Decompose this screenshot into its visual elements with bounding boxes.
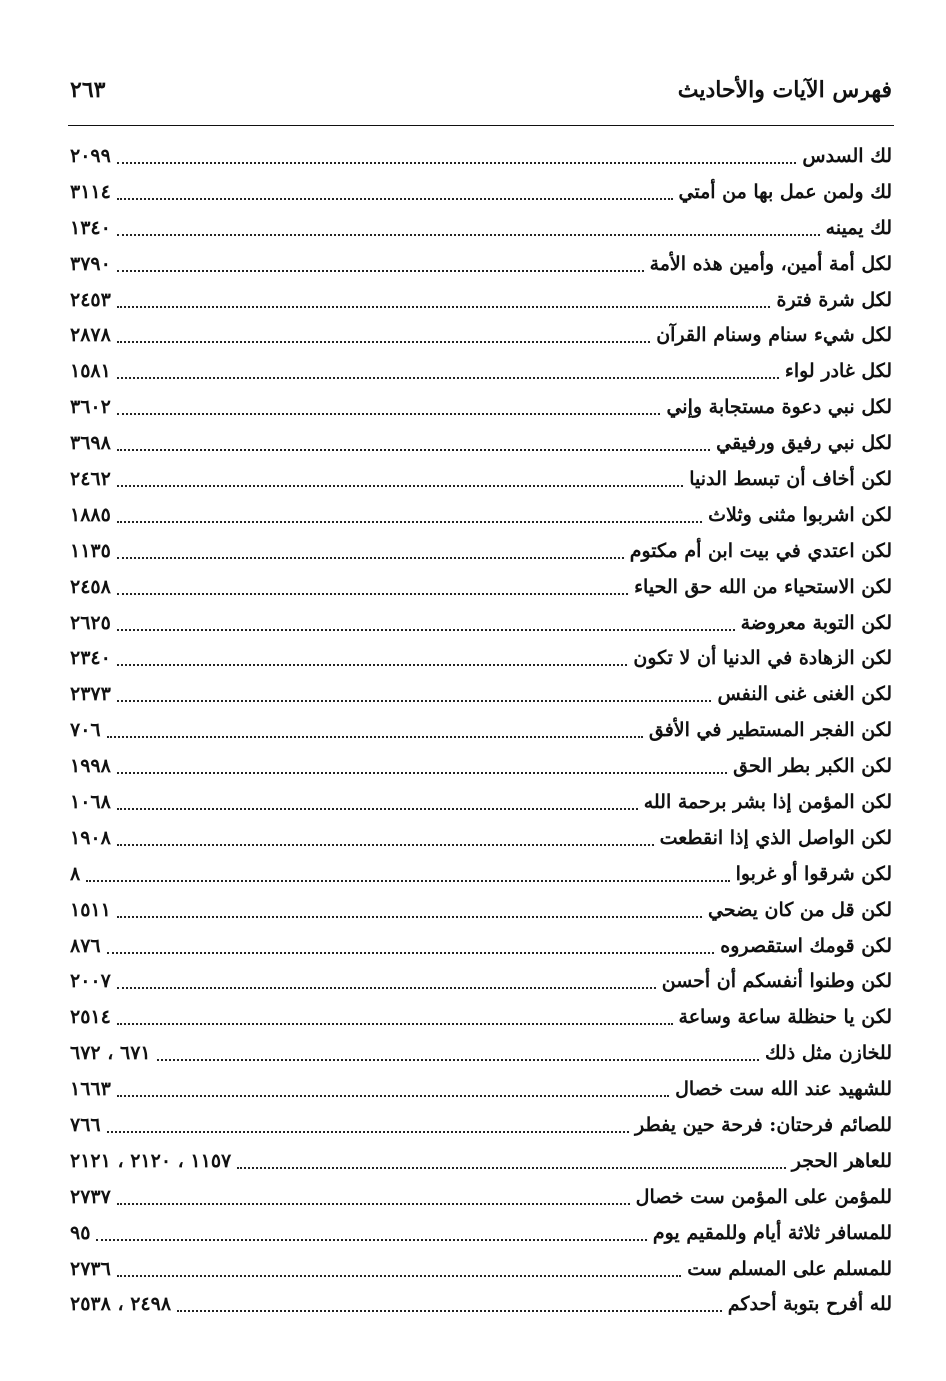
- index-entry: [70, 425, 892, 461]
- index-list: [70, 138, 892, 1322]
- entry-text: للمسافر ثلاثة أيام وللمقيم يوم: [652, 1221, 892, 1244]
- index-entry: [70, 1035, 892, 1071]
- entry-reference-number: ١٨٨٥: [70, 503, 111, 526]
- dot-leader: [117, 1077, 669, 1097]
- entry-text: لكن اعتدي في بيت ابن أم مكتوم: [629, 539, 892, 562]
- dot-leader: [107, 718, 643, 738]
- index-entry: [70, 928, 892, 964]
- page-header: [70, 68, 892, 112]
- entry-reference-number: ٣١١٤: [70, 180, 111, 203]
- dot-leader: [117, 1005, 673, 1025]
- entry-reference-number: ٢٤٦٢: [70, 467, 111, 490]
- entry-reference-number: ١٩٩٨: [70, 755, 111, 778]
- dot-leader: [237, 1149, 786, 1169]
- entry-text: للعاهر الحجر: [791, 1149, 892, 1172]
- index-entry: [70, 461, 892, 497]
- index-entry: [70, 1179, 892, 1215]
- entry-reference-number: ٩٥: [70, 1221, 91, 1244]
- dot-leader: [117, 323, 650, 343]
- dot-leader: [117, 144, 797, 164]
- entry-text: لكن الزهادة في الدنيا أن لا تكون: [633, 647, 892, 670]
- entry-text: للخازن مثل ذلك: [764, 1042, 892, 1065]
- dot-leader: [177, 1292, 722, 1312]
- dot-leader: [96, 1221, 646, 1241]
- entry-text: لكل شيء سنام وسنام القرآن: [656, 324, 892, 347]
- entry-reference-number: ٢٨٧٨: [70, 324, 111, 347]
- entry-reference-number: ٣٧٩٠: [70, 252, 111, 275]
- dot-leader: [117, 431, 710, 451]
- dot-leader: [107, 934, 715, 954]
- index-entry: [70, 569, 892, 605]
- index-entry: [70, 174, 892, 210]
- entry-reference-number: ٣٦٩٨: [70, 432, 111, 455]
- index-entry: [70, 1143, 892, 1179]
- entry-text: لكن المؤمن إذا بشر برحمة الله: [643, 790, 892, 813]
- entry-reference-number: ٢٣٤٠: [70, 647, 111, 670]
- entry-text: لكن أخاف أن تبسط الدنيا: [689, 467, 892, 490]
- entry-reference-number: ١١٥٧ ، ٢١٢٠ ، ٢١٢١: [70, 1149, 232, 1172]
- index-entry: [70, 999, 892, 1035]
- entry-reference-number: ٢٤٩٨ ، ٢٥٣٨: [70, 1293, 172, 1316]
- entry-reference-number: ١٥١١: [70, 898, 111, 921]
- entry-reference-number: ١٠٦٨: [70, 790, 111, 813]
- entry-reference-number: ٢٠٠٧: [70, 970, 111, 993]
- entry-text: لكن الغنى غنى النفس: [717, 683, 892, 706]
- dot-leader: [117, 216, 820, 236]
- entry-text: للصائم فرحتان: فرحة حين يفطر: [635, 1113, 892, 1136]
- dot-leader: [117, 252, 644, 272]
- page-title: فهرس الآيات والأحاديث: [677, 77, 892, 103]
- entry-text: للشهيد عند الله ست خصال: [675, 1078, 892, 1101]
- entry-reference-number: ٨٧٦: [70, 934, 101, 957]
- entry-text: لكل غادر لواء: [784, 360, 892, 383]
- entry-reference-number: ٨: [70, 862, 81, 885]
- header-divider: [68, 125, 894, 126]
- entry-reference-number: ١١٣٥: [70, 539, 111, 562]
- entry-reference-number: ٣٦٠٢: [70, 396, 111, 419]
- entry-text: لكل نبي رفيق ورفيقي: [716, 432, 892, 455]
- entry-text: لكن قومك استقصروه: [720, 934, 892, 957]
- dot-leader: [117, 539, 624, 559]
- entry-reference-number: ٢٥١٤: [70, 1006, 111, 1029]
- index-entry: [70, 1071, 892, 1107]
- entry-text: لكن التوبة معروضة: [740, 611, 892, 634]
- dot-leader: [117, 180, 673, 200]
- entry-text: لك ولمن عمل بها من أمتي: [678, 180, 892, 203]
- index-entry: [70, 712, 892, 748]
- dot-leader: [117, 790, 638, 810]
- entry-text: لله أفرح بتوبة أحدكم: [727, 1293, 892, 1316]
- entry-text: لك السدس: [802, 144, 892, 167]
- entry-text: للمؤمن على المؤمن ست خصال: [635, 1185, 892, 1208]
- index-entry: [70, 605, 892, 641]
- entry-reference-number: ٢٤٥٣: [70, 288, 111, 311]
- entry-text: لكن وطنوا أنفسكم أن أحسن: [661, 970, 892, 993]
- index-entry: [70, 353, 892, 389]
- entry-text: لك يمينه: [825, 216, 892, 239]
- index-entry: [70, 640, 892, 676]
- entry-text: لكل أمة أمين، وأمين هذه الأمة: [649, 252, 892, 275]
- dot-leader: [117, 395, 661, 415]
- dot-leader: [117, 646, 628, 666]
- dot-leader: [117, 503, 702, 523]
- index-entry: [70, 138, 892, 174]
- index-entry: [70, 317, 892, 353]
- entry-reference-number: ١٣٤٠: [70, 216, 111, 239]
- index-entry: [70, 533, 892, 569]
- index-entry: [70, 784, 892, 820]
- entry-reference-number: ٦٧١ ، ٦٧٢: [70, 1042, 151, 1065]
- index-entry: [70, 246, 892, 282]
- entry-text: لكل نبي دعوة مستجابة وإني: [666, 396, 892, 419]
- index-entry: [70, 210, 892, 246]
- dot-leader: [107, 1113, 629, 1133]
- dot-leader: [117, 754, 727, 774]
- index-entry: [70, 820, 892, 856]
- entry-reference-number: ٢٣٧٣: [70, 683, 111, 706]
- dot-leader: [117, 611, 735, 631]
- index-entry: [70, 389, 892, 425]
- entry-text: لكن شرقوا أو غربوا: [735, 862, 892, 885]
- entry-text: للمسلم على المسلم ست: [687, 1257, 892, 1280]
- dot-leader: [117, 1257, 681, 1277]
- dot-leader: [86, 862, 729, 882]
- dot-leader: [117, 288, 771, 308]
- index-entry: [70, 963, 892, 999]
- dot-leader: [117, 826, 654, 846]
- entry-text: لكن الفجر المستطير في الأفق: [648, 719, 892, 742]
- dot-leader: [117, 359, 779, 379]
- entry-reference-number: ٢٦٢٥: [70, 611, 111, 634]
- dot-leader: [117, 682, 712, 702]
- entry-reference-number: ١٦٦٣: [70, 1078, 111, 1101]
- index-entry: [70, 1251, 892, 1287]
- page-number: ٢٦٣: [70, 77, 106, 103]
- dot-leader: [117, 467, 683, 487]
- index-entry: [70, 497, 892, 533]
- entry-reference-number: ٢٧٣٦: [70, 1257, 111, 1280]
- entry-text: لكن اشربوا مثنى وثلاث: [708, 503, 892, 526]
- index-entry: [70, 282, 892, 318]
- dot-leader: [117, 1185, 630, 1205]
- entry-text: لكن يا حنظلة ساعة وساعة: [678, 1006, 892, 1029]
- dot-leader: [117, 969, 656, 989]
- dot-leader: [157, 1041, 759, 1061]
- dot-leader: [117, 575, 628, 595]
- entry-text: لكن قل من كان يضحي: [708, 898, 892, 921]
- entry-text: لكن الواصل الذي إذا انقطعت: [659, 826, 892, 849]
- entry-text: لكن الاستحياء من الله حق الحياء: [634, 575, 892, 598]
- entry-text: لكن الكبر بطر الحق: [733, 755, 892, 778]
- index-entry: [70, 676, 892, 712]
- entry-text: لكل شرة فترة: [776, 288, 892, 311]
- entry-reference-number: ٢٧٣٧: [70, 1185, 111, 1208]
- index-entry: [70, 1287, 892, 1323]
- index-entry: [70, 856, 892, 892]
- entry-reference-number: ٢٤٥٨: [70, 575, 111, 598]
- entry-reference-number: ٧٠٦: [70, 719, 101, 742]
- entry-reference-number: ١٩٠٨: [70, 826, 111, 849]
- entry-reference-number: ١٥٨١: [70, 360, 111, 383]
- index-entry: [70, 748, 892, 784]
- index-entry: [70, 1215, 892, 1251]
- entry-reference-number: ٢٠٩٩: [70, 144, 111, 167]
- entry-reference-number: ٧٦٦: [70, 1113, 101, 1136]
- index-entry: [70, 892, 892, 928]
- index-entry: [70, 1107, 892, 1143]
- dot-leader: [117, 898, 702, 918]
